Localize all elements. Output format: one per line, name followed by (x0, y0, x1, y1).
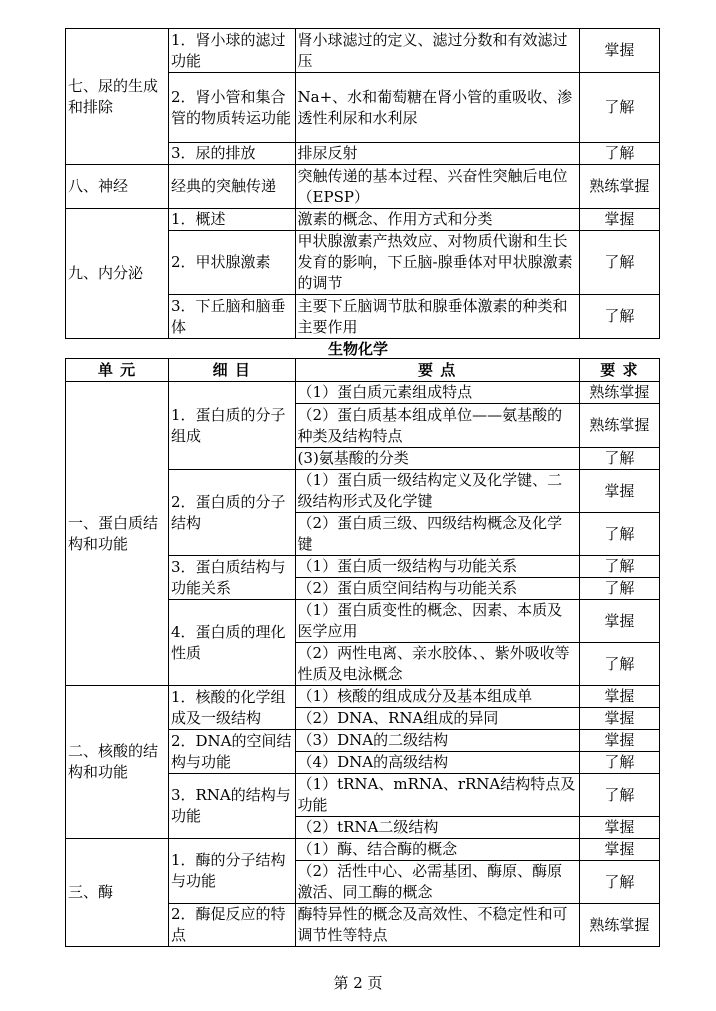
point-cell: （3）DNA的二级结构 (295, 730, 579, 752)
item-cell: 2．甲状腺激素 (168, 231, 295, 295)
item-cell: 4．蛋白质的理化性质 (168, 600, 295, 686)
page-number: 第 2 页 (333, 974, 383, 992)
item-cell: 3．蛋白质结构与功能关系 (168, 556, 295, 600)
requirement-cell: 掌握 (579, 209, 659, 231)
header-point: 要 点 (295, 359, 579, 382)
point-cell: Na+、水和葡萄糖在肾小管的重吸收、渗透性利尿和水利尿 (295, 73, 579, 143)
point-cell: （1）蛋白质一级结构与功能关系 (295, 556, 579, 578)
point-cell: 肾小球滤过的定义、滤过分数和有效滤过压 (295, 29, 579, 73)
requirement-cell: 掌握 (579, 839, 659, 861)
point-cell: （1）蛋白质一级结构定义及化学键、二级结构形式及化学键 (295, 470, 579, 513)
unit-cell: 三、酶 (66, 839, 169, 947)
point-cell: （1）蛋白质元素组成特点 (295, 382, 579, 404)
unit-cell: 八、神经 (66, 165, 169, 209)
table-row (66, 686, 660, 708)
requirement-cell: 了解 (579, 752, 659, 774)
section-title: 生物化学 (327, 340, 388, 358)
unit-cell: 七、尿的生成和排除 (66, 29, 169, 165)
requirement-cell: 了解 (579, 774, 659, 817)
requirement-cell: 了解 (579, 643, 659, 686)
point-cell: 突触传递的基本过程、兴奋性突触后电位（EPSP） (295, 165, 579, 209)
point-cell: 酶特异性的概念及高效性、不稳定性和可调节性等特点 (295, 904, 579, 947)
table-row (66, 209, 660, 231)
requirement-cell: 掌握 (579, 730, 659, 752)
unit-cell: 一、蛋白质结构和功能 (66, 382, 169, 686)
table-row (66, 165, 660, 209)
point-cell: （4）DNA的高级结构 (295, 752, 579, 774)
table-row (66, 382, 660, 404)
requirement-cell: 掌握 (579, 29, 659, 73)
point-cell: 甲状腺激素产热效应、对物质代谢和生长发育的影响，下丘脑-腺垂体对甲状腺激素的调节 (295, 231, 579, 295)
item-cell: 1．概述 (168, 209, 295, 231)
point-cell: （1）酶、结合酶的概念 (295, 839, 579, 861)
point-cell: (3)氨基酸的分类 (295, 448, 579, 470)
item-cell: 2．DNA的空间结构与功能 (168, 730, 295, 774)
requirement-cell: 熟练掌握 (579, 904, 659, 947)
physiology-table-continued (65, 28, 660, 339)
point-cell: 主要下丘脑调节肽和腺垂体激素的种类和主要作用 (295, 295, 579, 339)
point-cell: （1）tRNA、mRNA、rRNA结构特点及功能 (295, 774, 579, 817)
table-row (66, 29, 660, 73)
requirement-cell: 掌握 (579, 708, 659, 730)
requirement-cell: 了解 (579, 861, 659, 904)
item-cell: 3．下丘脑和脑垂体 (168, 295, 295, 339)
item-cell: 2．肾小管和集合管的物质转运功能 (168, 73, 295, 143)
point-cell: （2）蛋白质空间结构与功能关系 (295, 578, 579, 600)
point-cell: 激素的概念、作用方式和分类 (295, 209, 579, 231)
point-cell: （2）两性电离、亲水胶体、、紫外吸收等性质及电泳概念 (295, 643, 579, 686)
header-unit: 单 元 (66, 359, 169, 382)
requirement-cell: 了解 (579, 231, 659, 295)
point-cell: （2）DNA、RNA组成的异同 (295, 708, 579, 730)
item-cell: 1．酶的分子结构与功能 (168, 839, 295, 904)
unit-cell: 二、核酸的结构和功能 (66, 686, 169, 839)
requirement-cell: 掌握 (579, 470, 659, 513)
point-cell: （1）核酸的组成成分及基本组成单 (295, 686, 579, 708)
item-cell: 3．RNA的结构与功能 (168, 774, 295, 839)
point-cell: （2）蛋白质三级、四级结构概念及化学键 (295, 513, 579, 556)
requirement-cell: 了解 (579, 143, 659, 165)
requirement-cell: 熟练掌握 (579, 382, 659, 404)
requirement-cell: 了解 (579, 448, 659, 470)
requirement-cell: 掌握 (579, 600, 659, 643)
point-cell: 排尿反射 (295, 143, 579, 165)
item-cell: 经典的突触传递 (168, 165, 295, 209)
item-cell: 1．蛋白质的分子组成 (168, 382, 295, 470)
requirement-cell: 熟练掌握 (579, 165, 659, 209)
biochemistry-table (65, 358, 660, 947)
point-cell: （2）蛋白质基本组成单位——氨基酸的种类及结构特点 (295, 404, 579, 448)
requirement-cell: 熟练掌握 (579, 404, 659, 448)
item-cell: 1．肾小球的滤过功能 (168, 29, 295, 73)
item-cell: 3．尿的排放 (168, 143, 295, 165)
unit-cell: 九、内分泌 (66, 209, 169, 339)
header-item: 细 目 (168, 359, 295, 382)
requirement-cell: 了解 (579, 73, 659, 143)
table-row (66, 839, 660, 861)
requirement-cell: 了解 (579, 513, 659, 556)
requirement-cell: 掌握 (579, 817, 659, 839)
header-requirement: 要 求 (579, 359, 659, 382)
item-cell: 2．酶促反应的特点 (168, 904, 295, 947)
requirement-cell: 了解 (579, 556, 659, 578)
requirement-cell: 了解 (579, 295, 659, 339)
item-cell: 1．核酸的化学组成及一级结构 (168, 686, 295, 730)
item-cell: 2．蛋白质的分子结构 (168, 470, 295, 556)
requirement-cell: 了解 (579, 578, 659, 600)
point-cell: （2）活性中心、必需基团、酶原、酶原激活、同工酶的概念 (295, 861, 579, 904)
point-cell: （1）蛋白质变性的概念、因素、本质及医学应用 (295, 600, 579, 643)
point-cell: （2）tRNA二级结构 (295, 817, 579, 839)
header-row (66, 359, 660, 382)
requirement-cell: 掌握 (579, 686, 659, 708)
